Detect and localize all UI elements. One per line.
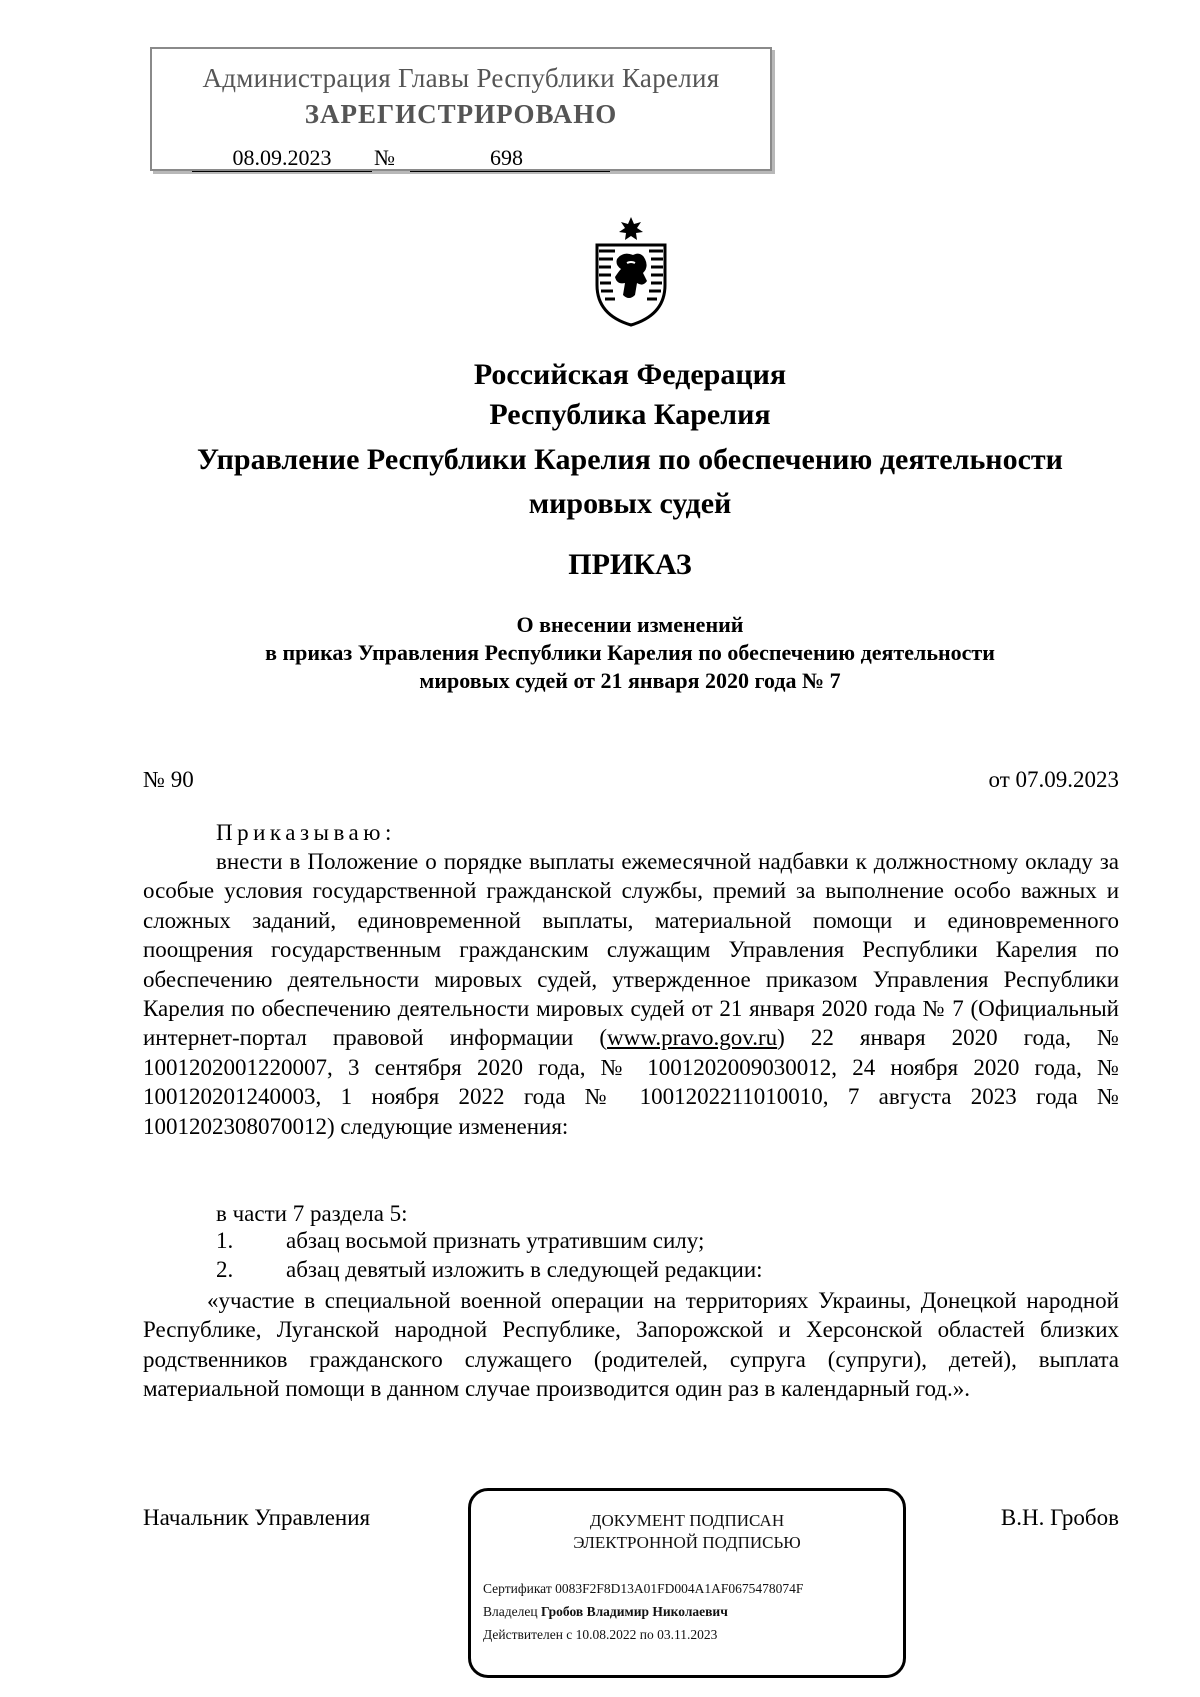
main-paragraph xyxy=(143,847,1119,1141)
esig-validity xyxy=(483,1627,717,1643)
esig-title-1: ДОКУМЕНТ ПОДПИСАН xyxy=(589,1511,785,1530)
subject-line3: мировых судей от 21 января 2020 года № 7 xyxy=(419,668,841,693)
stamp-status: ЗАРЕГИСТРИРОВАНО xyxy=(304,99,618,129)
signer-position: Начальник Управления xyxy=(143,1505,371,1530)
list-item-1-text: абзац восьмой признать утратившим силу; xyxy=(286,1228,705,1253)
esig-certificate xyxy=(483,1581,803,1597)
esig-valid-from: 10.08.2022 xyxy=(575,1627,637,1642)
header-agency-line1: Управление Республики Карелия по обеспечению деятельности xyxy=(197,443,1063,476)
esig-cert-label: Сертификат xyxy=(483,1581,552,1596)
main-paragraph-start: внести в Положение о порядке выплаты ежемесячной надбавки к должностному окладу за особые условия государственной гражданской службы, премий за выполнение особо важных и сложных заданий, единовременной выплаты, материальной помощи и единовременного поощрения государственным гражданским служащим Управления Республики Карелия по обеспечению деятельности мировых судей, утвержденное приказом Управления Республики Карелия по обеспечению деятельности мировых судей от 21 января 2020 года № 7 (Официальный интернет-портал правовой информации ( xyxy=(143,849,1119,1051)
stamp-number: 698 xyxy=(410,145,610,172)
header-country: Российская Федерация xyxy=(473,358,787,391)
section-ref: в части 7 раздела 5: xyxy=(216,1201,408,1226)
order-date: от 07.09.2023 xyxy=(988,767,1119,792)
esig-valid-label: Действителен с xyxy=(483,1627,573,1642)
quote-paragraph: «участие в специальной военной операции на территориях Украины, Донецкой народной Республике, Луганской народной Республике, Запорожской и Херсонской областей близких родственников гражданского служащего (родителей, супруга (супруги), детей), выплата материальной помощи в данном случае производится один раз в календарный год.». xyxy=(143,1288,1119,1402)
list-item-1-num: 1. xyxy=(216,1228,234,1253)
esig-valid-to-label: по xyxy=(639,1627,654,1642)
esig-owner-value: Гробов Владимир Николаевич xyxy=(540,1604,728,1619)
subject-line2: в приказ Управления Республики Карелия по обеспечению деятельности xyxy=(265,640,995,665)
pravo-link[interactable]: www.pravo.gov.ru xyxy=(607,1025,778,1051)
header-agency-line2: мировых судей xyxy=(528,487,732,520)
esig-owner-label: Владелец xyxy=(483,1604,538,1619)
list-item-2-text: абзац девятый изложить в следующей редакции: xyxy=(286,1257,763,1282)
esig-owner xyxy=(483,1604,728,1620)
karelia-coat-of-arms-icon xyxy=(583,215,679,327)
esig-cert-value: 0083F2F8D13A01FD004A1AF0675478074F xyxy=(555,1581,804,1596)
list-item-2-num: 2. xyxy=(216,1257,234,1282)
esig-title-2: ЭЛЕКТРОННОЙ ПОДПИСЬЮ xyxy=(573,1533,801,1552)
stamp-number-sign: № xyxy=(374,145,395,170)
subject-line1: О внесении изменений xyxy=(516,612,744,637)
signer-name: В.Н. Гробов xyxy=(1000,1505,1119,1530)
electronic-signature-stamp xyxy=(468,1488,906,1678)
prikazyvayu: Приказываю: xyxy=(216,820,396,845)
registration-stamp xyxy=(150,47,772,171)
main-paragraph-end: ) 22 января 2020 года, № 1001202001220007, 3 сентября 2020 года, № 1001202009030012, 24 ноября 2020 года, № 100120201240003, 1 ноября 2022 года № 1001202211010010, 7 августа 2023 года № 1001202308070012) следующие изменения: xyxy=(143,1025,1119,1139)
stamp-date: 08.09.2023 xyxy=(192,145,372,172)
stamp-authority: Администрация Главы Республики Карелия xyxy=(202,63,720,93)
esig-valid-to: 03.11.2023 xyxy=(657,1627,718,1642)
doc-type: ПРИКАЗ xyxy=(568,548,692,581)
header-republic: Республика Карелия xyxy=(489,398,771,431)
order-number: № 90 xyxy=(143,767,194,792)
